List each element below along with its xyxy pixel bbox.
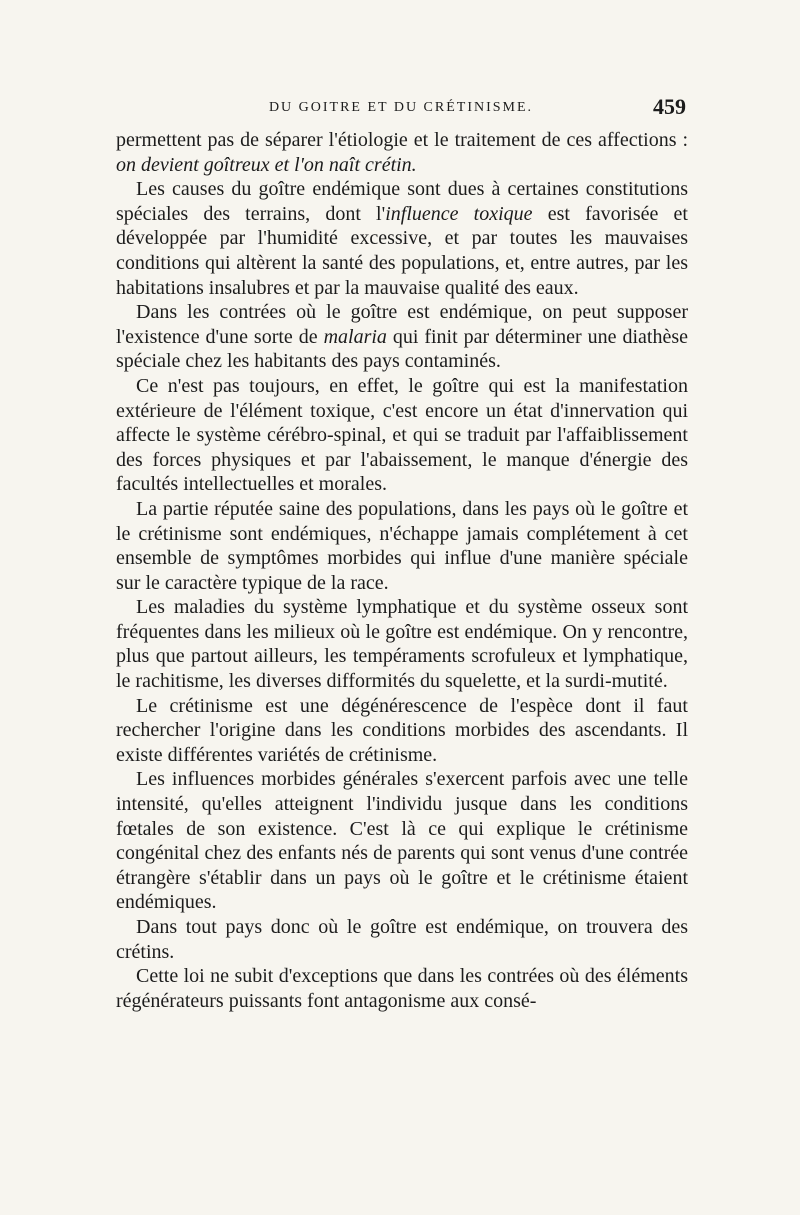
paragraph: Dans tout pays donc où le goître est endémique, on trouvera des crétins. xyxy=(116,916,688,963)
paragraph: La partie réputée saine des populations, dans les pays où le goître et le crétinisme sont endémiques, n'échappe jamais complétement à cet ensemble de symptômes morbides qui influe d'une manière spéciale sur le caractère typique de la race. xyxy=(116,497,688,594)
page-header xyxy=(116,96,686,124)
paragraph: Dans les contrées où le goître est endémique, on peut supposer l'existence d'une sorte de malaria qui finit par déterminer une diathèse spéciale chez les habitants des pays contaminés. xyxy=(116,301,688,373)
paragraph: Les causes du goître endémique sont dues à certaines constitutions spéciales des terrains, dont l'influence toxique est favorisée et développée par l'humidité excessive, et par toutes les mauvaises conditions qui altèrent la santé des populations, et, entre autres, par les habitations insalubres et par la mauvaise qualité des eaux. xyxy=(116,178,688,299)
paragraph: permettent pas de séparer l'étiologie et le traitement de ces affections : on devient goîtreux et l'on naît crétin. xyxy=(116,129,688,176)
page-number: 459 xyxy=(653,94,686,119)
paragraph: Les maladies du système lymphatique et du système osseux sont fréquentes dans les milieux où le goître est endémique. On y rencontre, plus que partout ailleurs, les tempéraments scrofuleux et lymphatique, le rachitisme, les diverses difformités du squelette, et la surdi-mutité. xyxy=(116,596,688,693)
paragraph: Cette loi ne subit d'exceptions que dans les contrées où des éléments régénérateurs puissants font antagonisme aux consé- xyxy=(116,965,688,1012)
paragraph: Les influences morbides générales s'exercent parfois avec une telle intensité, qu'elles atteignent l'individu jusque dans les conditions fœtales de son existence. C'est là ce qui explique le crétinisme congénital chez des enfants nés de parents qui sont venus d'une contrée étrangère s'établir dans un pays où le goître et le crétinisme étaient endémiques. xyxy=(116,768,688,914)
paragraph: Ce n'est pas toujours, en effet, le goître qui est la manifestation extérieure de l'élément toxique, c'est encore un état d'innervation qui affecte le système cérébro-spinal, et qui se traduit par l'affaiblissement des forces physiques et par l'abaissement, le manque d'énergie des facultés intellectuelles et morales. xyxy=(116,374,688,496)
paragraph: Le crétinisme est une dégénérescence de l'espèce dont il faut rechercher l'origine dans les conditions morbides des ascendants. Il existe différentes variétés de crétinisme. xyxy=(116,694,688,766)
running-head: DU GOITRE ET DU CRÉTINISME. xyxy=(268,100,534,115)
body-text xyxy=(116,128,688,1013)
